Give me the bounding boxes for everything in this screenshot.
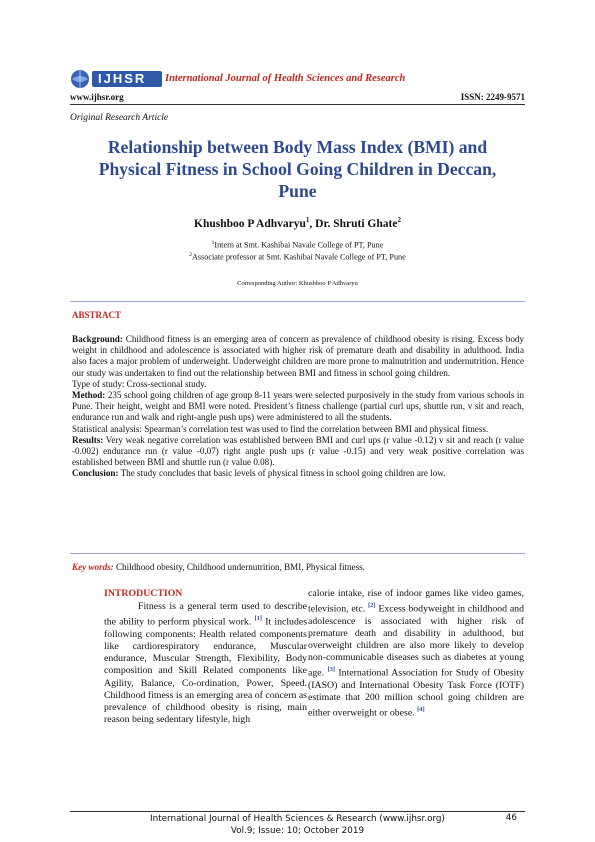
abstract-bottom-divider bbox=[70, 553, 525, 554]
body-text: calorie intake, rise of indoor games like video games, television, etc. bbox=[308, 588, 524, 615]
citation-link[interactable]: [4] bbox=[417, 706, 425, 714]
journal-logo bbox=[70, 68, 165, 90]
abstract-label: Conclusion: bbox=[72, 468, 119, 479]
author-name: Khushboo P Adhvaryu bbox=[194, 217, 306, 230]
footer-journal: International Journal of Health Sciences & Research (www.ijhsr.org) bbox=[150, 814, 445, 824]
body-paragraph bbox=[104, 601, 307, 726]
abstract-text: 235 school going children of age group 8-11 years were selected purposively in the study from various schools in Pune. Their height, weight and BMI were noted. President’s fitness challenge (partial curl ups, shuttle run, v sit and reach, endurance run and walk and right-angle push ups) were administered to all the students. bbox=[72, 390, 524, 423]
citation-link[interactable]: [3] bbox=[327, 666, 336, 674]
body-text: Fitness is a general term used to describe the ability to perform physical work. bbox=[104, 601, 307, 628]
abstract-conclusion bbox=[72, 468, 524, 479]
abstract-background bbox=[72, 334, 524, 379]
citation-link[interactable]: [1] bbox=[254, 615, 263, 623]
abstract-type-of-study: Type of study: Cross-sectional study. bbox=[72, 378, 207, 389]
abstract-body bbox=[72, 334, 524, 480]
abstract-top-divider bbox=[70, 301, 525, 302]
article-type: Original Research Article bbox=[70, 113, 169, 123]
intro-column-left bbox=[104, 588, 307, 727]
page-footer bbox=[70, 813, 525, 837]
intro-column-right bbox=[308, 588, 524, 720]
header-divider bbox=[70, 104, 525, 105]
logo-text: IJHSR bbox=[98, 71, 147, 86]
abstract-method bbox=[72, 390, 524, 424]
affiliation bbox=[70, 240, 525, 250]
paper-title: Relationship between Body Mass Index (BMI) and Physical Fitness in School Going Children in Deccan, Pune bbox=[98, 137, 497, 201]
body-text: It includes following components: Health related components like cardiorespiratory endurance, Muscular endurance, Muscular Strength, Flexibility, Body composition and Skill Related components like Agility, Balance, Co-ordination, Power, Speed. Childhood fitness is an emerging area of concern as prevalence of childhood obesity is rising, main reason being sedentary lifestyle, high bbox=[104, 616, 308, 726]
affiliation-mark: 2 bbox=[189, 252, 192, 258]
affiliation-text: Associate professor at Smt. Kashibai Navale College of PT, Pune bbox=[191, 252, 406, 262]
affiliation bbox=[70, 252, 525, 262]
abstract-text: Childhood fitness is an emerging area of concern as prevalence of childhood obesity is rising. Excess body weight in childhood and adolescence is associated with higher risk of premature death and disability in adulthood. India also faces a major problem of underweight. Underweight children are more prone to malnutrition and undernutrition. Hence our study was undertaken to find out the relationship between BMI and fitness in school going children. bbox=[72, 334, 524, 378]
body-text: International Association for Study of Obesity (IASO) and International Obesity Task Force (IOTF) estimate that 200 million school going children are either overweight or obese. bbox=[308, 667, 525, 719]
keywords-text: Childhood obesity, Childhood undernutrition, BMI, Physical fitness. bbox=[113, 562, 365, 572]
abstract-text: Very weak negative correlation was established between BMI and curl ups (r value -0.12) v sit and reach (r value -0.002) endurance run (r value -0.07) right angle push ups (r value -0.15) and very weak positive correlation was established between BMI and shuttle run (r value 0.08). bbox=[72, 434, 524, 468]
abstract-statistical-analysis: Statistical analysis: Spearman’s correlation test was used to find the correlation between BMI and physical fitness. bbox=[72, 423, 489, 434]
journal-url[interactable]: www.ijhsr.org bbox=[70, 92, 124, 102]
body-paragraph bbox=[308, 588, 524, 720]
abstract-label: Method: bbox=[72, 390, 106, 401]
abstract-heading: ABSTRACT bbox=[72, 310, 122, 320]
author-affiliation-mark: 2 bbox=[397, 216, 401, 224]
section-heading: INTRODUCTION bbox=[104, 588, 183, 599]
author-affiliation-mark: 1 bbox=[305, 216, 310, 224]
author-name: Dr. Shruti Ghate bbox=[315, 217, 398, 230]
issn: ISSN: 2249-9571 bbox=[460, 92, 525, 102]
journal-name: International Journal of Health Sciences and Research bbox=[165, 73, 406, 84]
page-number: 46 bbox=[505, 813, 517, 823]
abstract-text: The study concludes that basic levels of physical fitness in school going children are low. bbox=[118, 468, 446, 479]
affiliation-mark: 1 bbox=[211, 240, 215, 246]
keywords bbox=[72, 562, 524, 572]
body-text: Excess bodyweight in childhood and adolescence is associated with higher risk of premature death and disability in adulthood, but overweight children are also more likely to develop non-communicable diseases such as diabetes at young age. bbox=[308, 603, 524, 679]
abstract-label: Background: bbox=[72, 334, 123, 344]
corresponding-author: Corresponding Author: Khushboo P Adhvaryu bbox=[237, 280, 358, 287]
abstract-label: Results: bbox=[72, 434, 104, 445]
footer-divider bbox=[70, 811, 525, 812]
citation-link[interactable]: [2] bbox=[368, 602, 376, 610]
keywords-label: Key words: bbox=[72, 562, 114, 572]
abstract-results bbox=[72, 435, 524, 469]
author-separator: , bbox=[309, 217, 316, 230]
affiliation-text: Intern at Smt. Kashibai Navale College of PT, Pune bbox=[214, 240, 384, 250]
footer-issue: Vol.9; Issue: 10; October 2019 bbox=[230, 826, 365, 836]
author-list bbox=[70, 216, 525, 230]
